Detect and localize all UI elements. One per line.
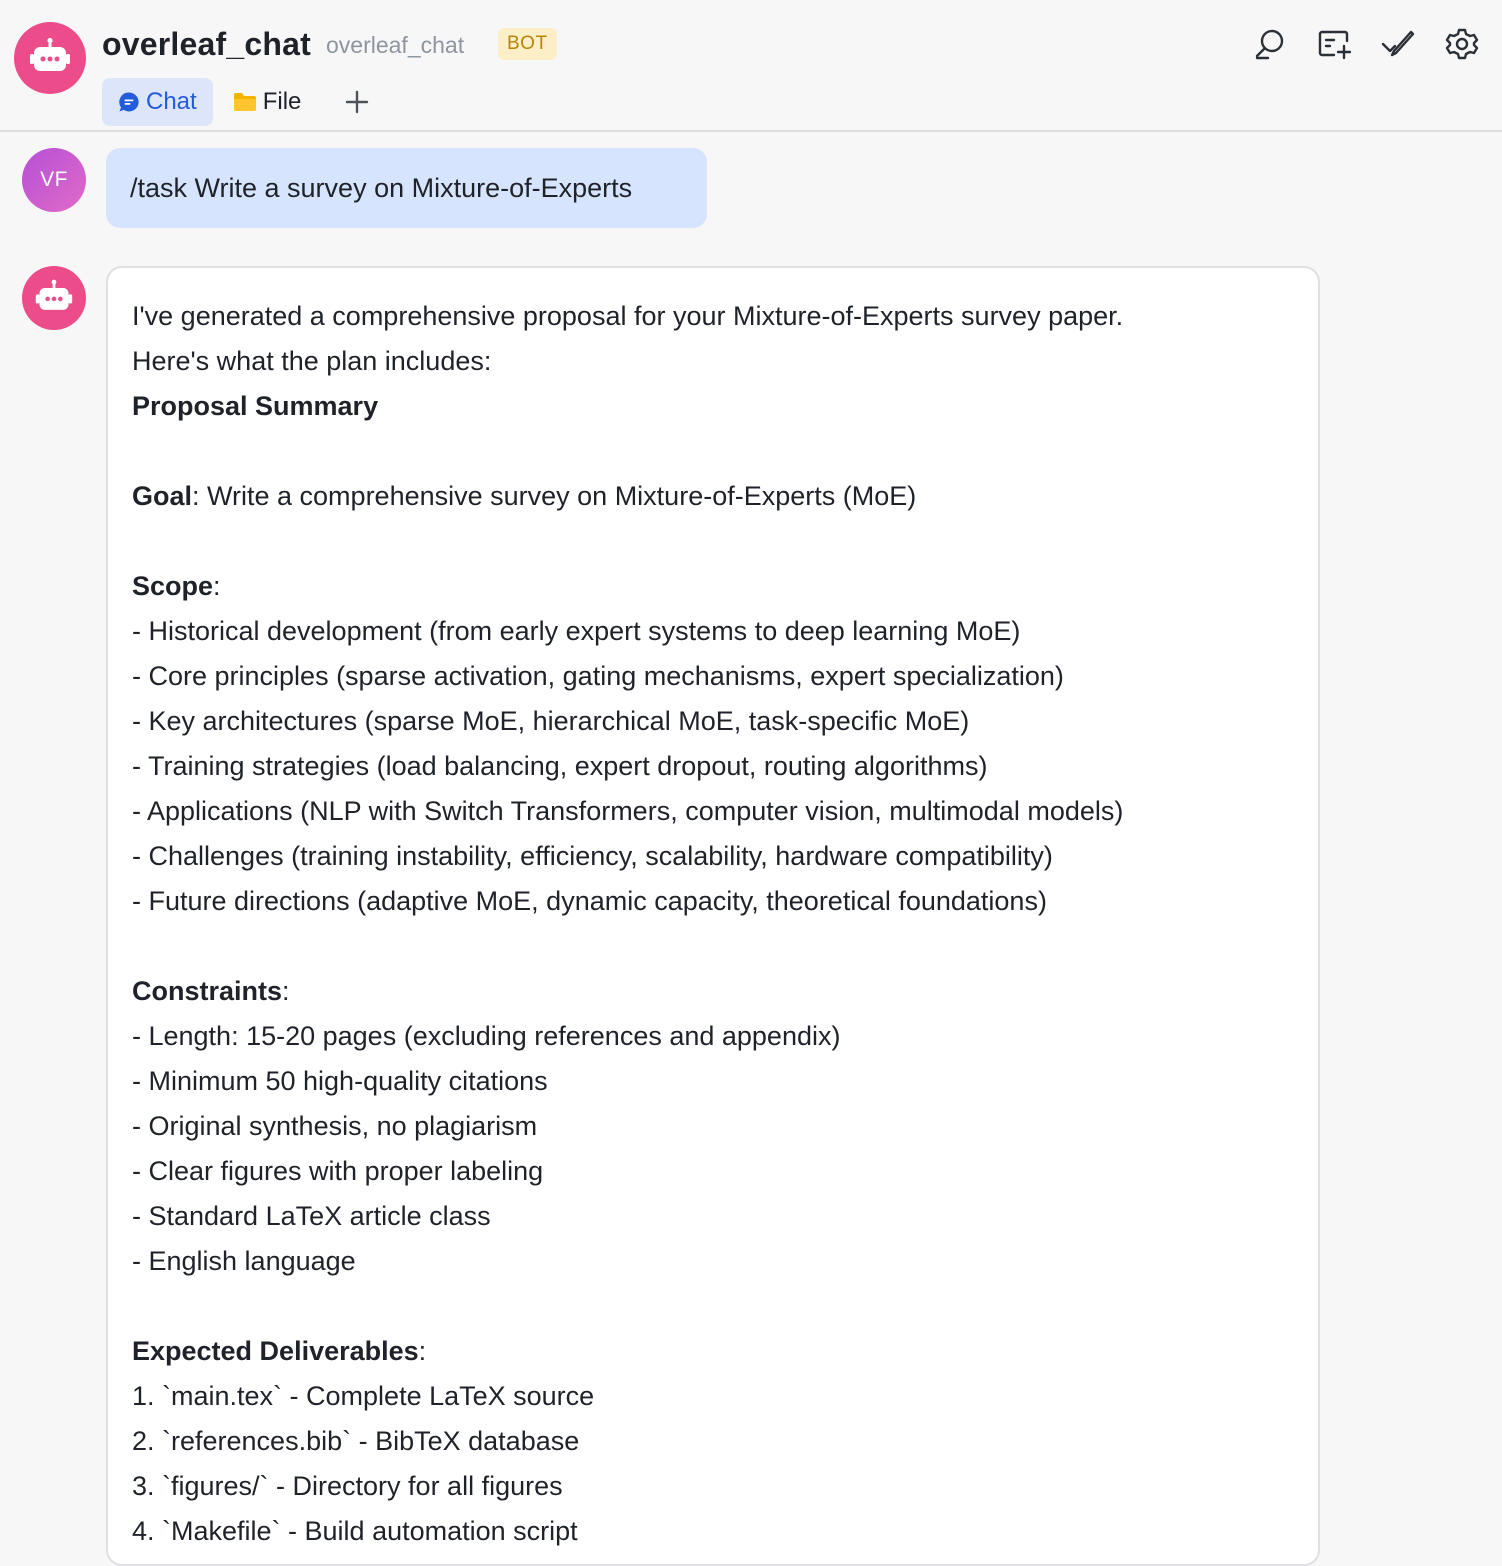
header-toolbar <box>1252 26 1480 62</box>
chat-header <box>0 0 1502 132</box>
bot-message-avatar[interactable] <box>22 266 86 330</box>
tab-chat[interactable] <box>102 78 213 126</box>
search-icon <box>1253 27 1287 61</box>
tab-chat-label: Chat <box>146 88 197 115</box>
mark-done-icon <box>1381 27 1415 61</box>
deliverable-item: 1. `main.tex` - Complete LaTeX source <box>132 1381 595 1411</box>
deliverables-heading <box>132 1329 1294 1374</box>
add-tab-button[interactable] <box>339 84 375 120</box>
constraint-item: - Clear figures with proper labeling <box>132 1156 544 1186</box>
mark-done-button[interactable] <box>1380 26 1416 62</box>
search-button[interactable] <box>1252 26 1288 62</box>
plus-icon <box>345 90 369 114</box>
chat-tabs <box>102 78 375 126</box>
deliverable-item: 3. `figures/` - Directory for all figures <box>132 1471 563 1501</box>
settings-icon <box>1445 27 1479 61</box>
constraints-colon: : <box>282 976 290 1006</box>
bot-message <box>106 266 1320 1566</box>
intro-line: I've generated a comprehensive proposal for your Mixture-of-Experts survey paper. <box>132 301 1124 331</box>
goal-line <box>132 474 1294 519</box>
user-message: /task Write a survey on Mixture-of-Experts <box>106 148 707 228</box>
new-chat-icon <box>1317 27 1351 61</box>
deliverable-item: 4. `Makefile` - Build automation script <box>132 1516 578 1546</box>
goal-label: Goal <box>132 481 193 511</box>
scope-item: - Core principles (sparse activation, gating mechanisms, expert specialization) <box>132 661 1064 691</box>
scope-colon: : <box>213 571 221 601</box>
scope-item: - Key architectures (sparse MoE, hierarchical MoE, task-specific MoE) <box>132 706 970 736</box>
deliverables-label: Expected Deliverables <box>132 1336 419 1366</box>
deliverables-colon: : <box>418 1336 427 1366</box>
robot-icon <box>34 278 74 318</box>
robot-icon <box>28 36 72 80</box>
scope-item: - Historical development (from early expert systems to deep learning MoE) <box>132 616 1021 646</box>
settings-button[interactable] <box>1444 26 1480 62</box>
constraints-heading <box>132 969 1294 1014</box>
scope-item: - Future directions (adaptive MoE, dynamic capacity, theoretical foundations) <box>132 886 1047 916</box>
user-avatar[interactable]: VF <box>22 148 86 212</box>
bot-badge: BOT <box>498 28 557 60</box>
chat-bubble-icon <box>118 91 140 113</box>
summary-heading: Proposal Summary <box>132 391 379 421</box>
constraint-item: - Original synthesis, no plagiarism <box>132 1111 538 1141</box>
scope-heading <box>132 564 1294 609</box>
scope-label: Scope <box>132 571 214 601</box>
scope-item: - Training strategies (load balancing, expert dropout, routing algorithms) <box>132 751 988 781</box>
deliverable-item: 2. `references.bib` - BibTeX database <box>132 1426 580 1456</box>
goal-text: : Write a comprehensive survey on Mixture-of-Experts (MoE) <box>192 481 917 511</box>
constraint-item: - Standard LaTeX article class <box>132 1201 491 1231</box>
chat-subtitle: overleaf_chat <box>326 32 465 58</box>
constraint-item: - Minimum 50 high-quality citations <box>132 1066 548 1096</box>
chat-title: overleaf_chat <box>102 26 311 62</box>
constraint-item: - English language <box>132 1246 356 1276</box>
tab-file[interactable] <box>221 78 318 126</box>
new-chat-button[interactable] <box>1316 26 1352 62</box>
tab-file-label: File <box>262 88 302 115</box>
folder-icon <box>233 92 257 112</box>
scope-item: - Applications (NLP with Switch Transformers, computer vision, multimodal models) <box>132 796 1124 826</box>
scope-item: - Challenges (training instability, efficiency, scalability, hardware compatibility) <box>132 841 1053 871</box>
constraint-item: - Length: 15-20 pages (excluding references and appendix) <box>132 1021 841 1051</box>
constraints-label: Constraints <box>132 976 283 1006</box>
bot-avatar[interactable] <box>14 22 86 94</box>
intro-line: Here's what the plan includes: <box>132 346 492 376</box>
